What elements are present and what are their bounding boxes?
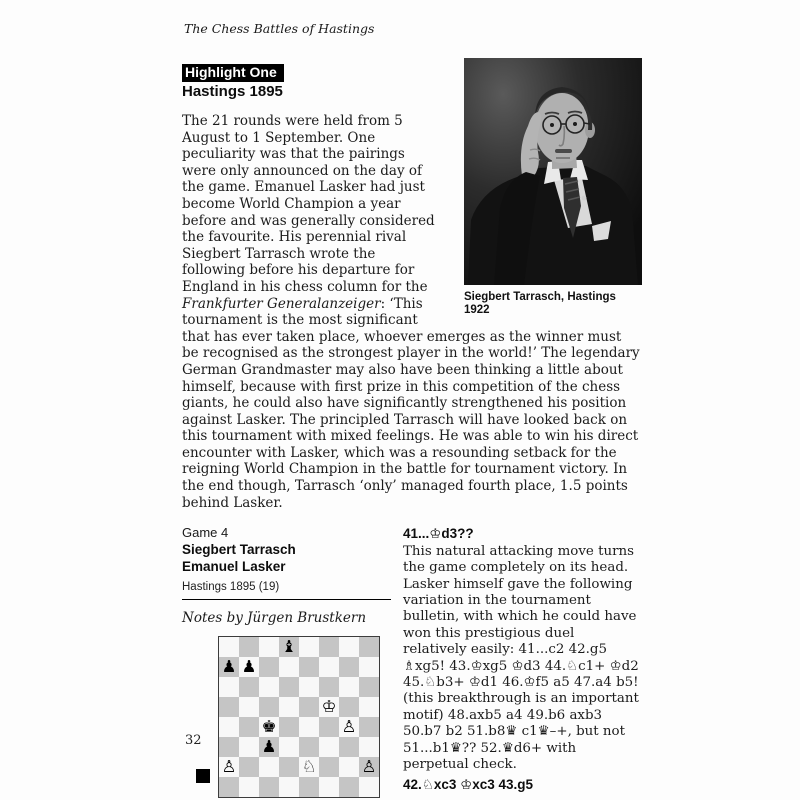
board-square <box>259 757 279 777</box>
board-square <box>339 657 359 677</box>
board-square <box>239 637 259 657</box>
game-event: Hastings 1895 (19) <box>182 580 280 593</box>
board-square <box>239 677 259 697</box>
board-square <box>299 717 319 737</box>
white-pawn: ♙ <box>341 716 357 736</box>
white-player-name: Siegbert Tarrasch <box>182 541 296 557</box>
portrait-figure <box>464 58 642 317</box>
board-square <box>219 717 239 737</box>
board-square <box>259 777 279 797</box>
move-heading: 41...♔d3?? <box>403 525 474 541</box>
board-square <box>319 677 339 697</box>
board-square <box>239 757 259 777</box>
board-square <box>299 777 319 797</box>
page-number: 32 <box>185 733 202 748</box>
board-square <box>279 697 299 717</box>
intro-text-part1: The 21 rounds were held from 5 August to 1 September. One peculiarity was that the pairings were only announced on the day of the game. Emanuel Lasker had just become World Champion a year before and was generally considered the favourite. His perennial rival Siegbert Tarrasch wrote the following before his departure for England in his chess column for the <box>182 113 435 295</box>
board-square <box>279 657 299 677</box>
board-square <box>219 677 239 697</box>
board-square <box>359 737 379 757</box>
board-square <box>239 697 259 717</box>
board-square <box>299 697 319 717</box>
board-square <box>239 777 259 797</box>
board-square <box>359 677 379 697</box>
board-square <box>279 717 299 737</box>
board-square <box>279 737 299 757</box>
board-square <box>319 737 339 757</box>
board-square <box>339 757 359 777</box>
board-square <box>219 777 239 797</box>
annotator-credit: Notes by Jürgen Brustkern <box>182 609 367 626</box>
tarrasch-portrait-photo <box>464 58 642 285</box>
board-square <box>339 637 359 657</box>
page-content <box>182 22 642 798</box>
analysis-text: This natural attacking move turns the game completely on its head. Lasker himself gave the following variation in the tournament bulletin, with which he could have won this prestigious duel relatively easily: 41...c2 42.g5 ♗xg5! 43.♔xg5 ♔d3 44.♘c1+ ♔d2 45.♘b3+ ♔d1 46.♔f5 a5 47.a4 b5! (this breakthrough is an important motif) 48.axb5 a4 49.b6 axb3 50.b7 b2 51.b8♛ c1♛–+, but not 51...b1♛?? 52.♛d6+ with perpetual check. <box>403 543 639 773</box>
divider-rule <box>182 599 391 600</box>
board-square <box>319 637 339 657</box>
board-square <box>279 677 299 697</box>
board-square <box>359 637 379 657</box>
black-pawn: ♟ <box>259 737 279 757</box>
game-number: Game 4 <box>182 524 229 540</box>
main-line-moves: 42.♘xc3 ♔xc3 43.g5 <box>403 777 534 793</box>
board-square <box>259 677 279 697</box>
black-bishop: ♝ <box>279 637 299 657</box>
newspaper-name: Frankfurter Generalanzeiger <box>182 295 381 312</box>
board-square <box>339 697 359 717</box>
board-square <box>359 697 379 717</box>
black-pawn: ♟ <box>219 657 239 677</box>
board-square <box>319 757 339 777</box>
board-square <box>219 637 239 657</box>
white-king: ♔ <box>321 696 337 716</box>
board-square <box>359 657 379 677</box>
board-square <box>299 677 319 697</box>
highlight-label: Highlight One <box>182 64 284 82</box>
board-square <box>299 657 319 677</box>
board-square <box>279 777 299 797</box>
board-square <box>339 737 359 757</box>
running-header: The Chess Battles of Hastings <box>184 21 375 36</box>
board-square <box>319 777 339 797</box>
board-square <box>359 717 379 737</box>
board-square <box>299 637 319 657</box>
board-square <box>219 737 239 757</box>
board-square <box>239 737 259 757</box>
board-square <box>259 657 279 677</box>
board-square <box>359 777 379 797</box>
game-header-column <box>182 525 403 798</box>
board-square <box>319 657 339 677</box>
board-square <box>219 697 239 717</box>
main-block <box>182 62 642 798</box>
black-to-move-indicator <box>196 769 210 783</box>
board-square <box>339 777 359 797</box>
intro-text-part2: : ‘This tournament is the most significant that has ever taken place, whoever emerges as the winner must be recognised as the strongest player in the world!’ The legendary German Grandmaster may also have been thinking a little about himself, because with first prize in this competition of the chess giants, he could also have significantly strengthened his position against Lasker. The principled Tarrasch will have looked back on this tournament with mixed feelings. He was able to win his direct encounter with Lasker, which was a resounding setback for the reigning World Champion in the battle for tournament victory. In the end though, Tarrasch ‘only’ managed fourth place, 1.5 points behind Lasker. <box>182 295 640 511</box>
board-square <box>279 757 299 777</box>
board-square <box>339 677 359 697</box>
white-pawn: ♙ <box>221 756 237 776</box>
board-square <box>319 717 339 737</box>
board-square <box>259 697 279 717</box>
section-title: Hastings 1895 <box>182 83 283 100</box>
board-square <box>239 717 259 737</box>
board-square <box>299 737 319 757</box>
chess-diagram <box>218 636 380 798</box>
black-pawn: ♟ <box>241 656 257 676</box>
game-section <box>182 525 642 798</box>
board-square <box>259 637 279 657</box>
white-knight: ♘ <box>301 756 317 776</box>
photo-caption: Siegbert Tarrasch, Hastings 1922 <box>464 291 616 316</box>
black-player-name: Emanuel Lasker <box>182 558 286 574</box>
chess-board <box>218 636 380 798</box>
white-pawn: ♙ <box>359 757 379 777</box>
black-king: ♚ <box>261 716 277 736</box>
analysis-column <box>403 525 642 798</box>
